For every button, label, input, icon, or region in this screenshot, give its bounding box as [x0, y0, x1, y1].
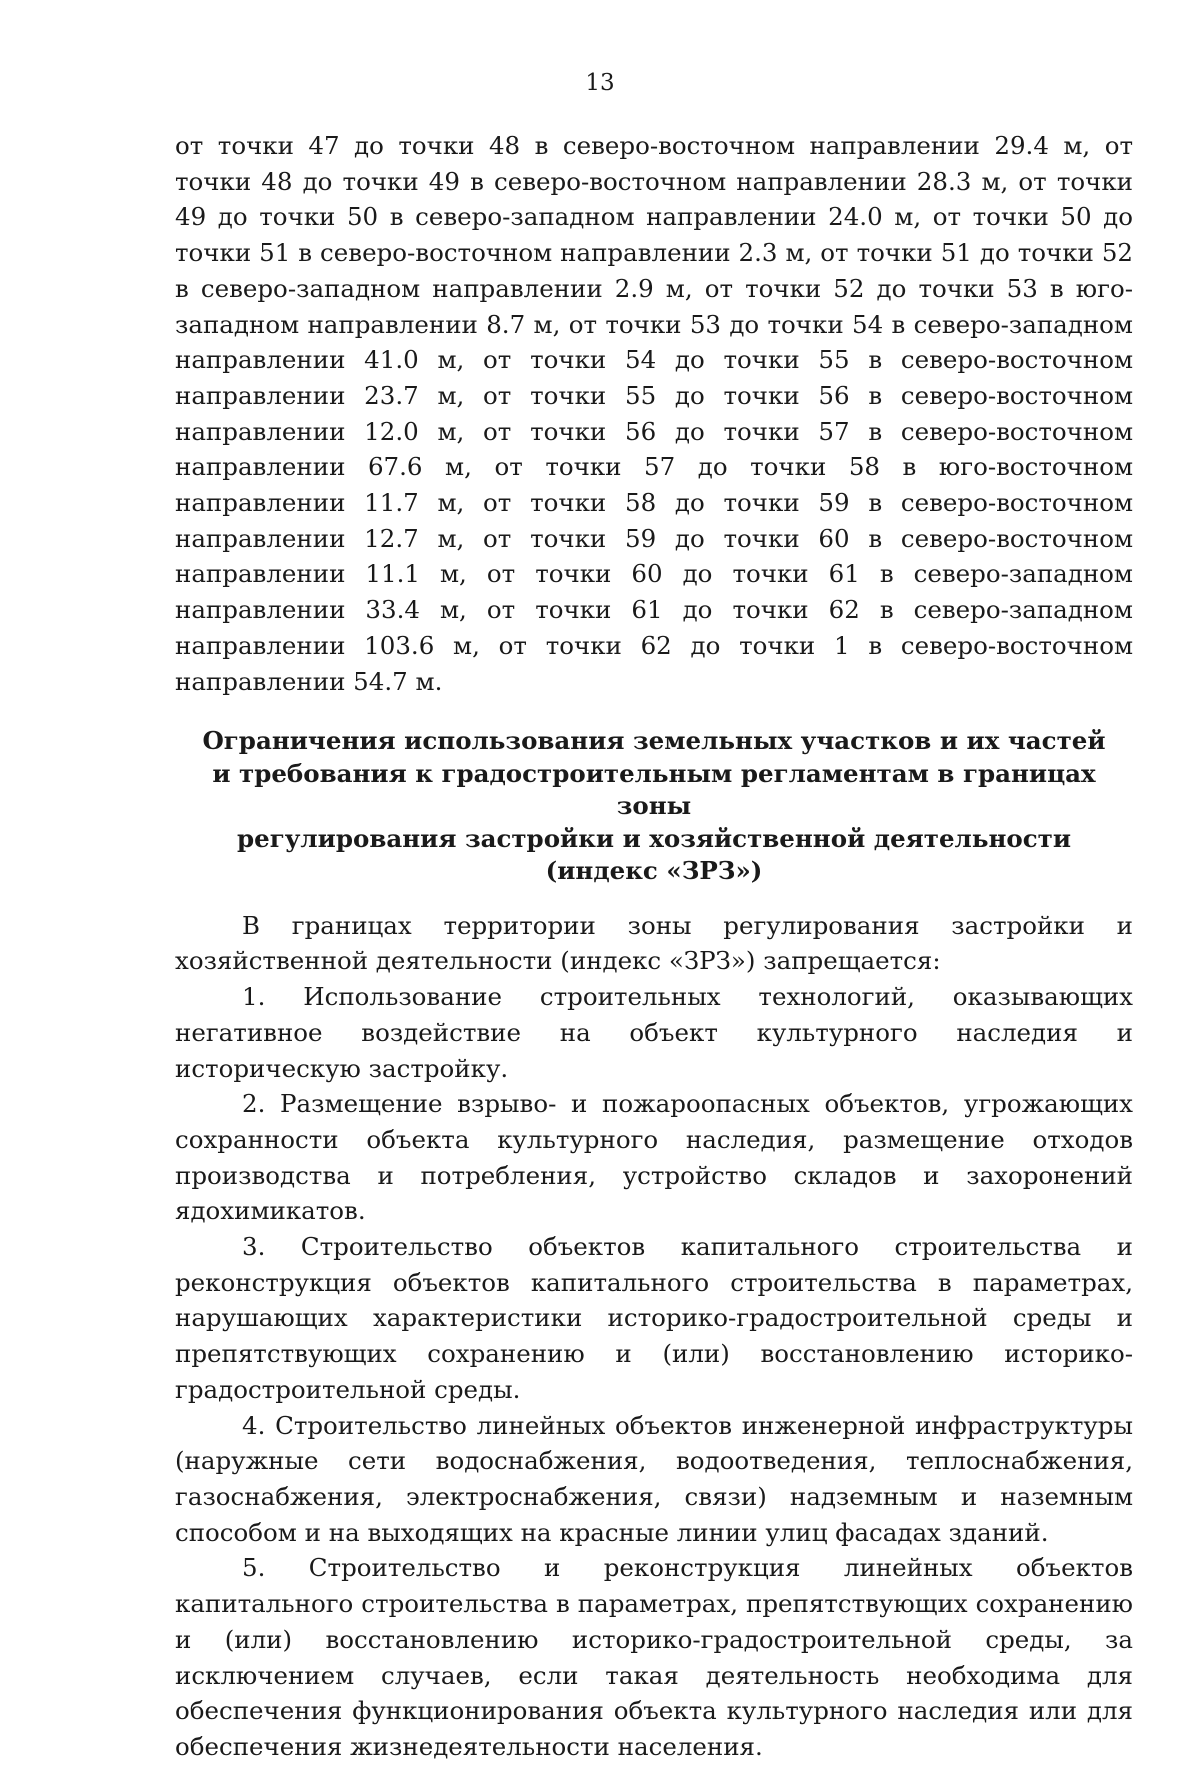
list-item: 1. Использование строительных технологий, оказывающих негативное воздействие на объект культурного наследия и историческую застройку.	[175, 982, 1133, 1083]
page-number: 13	[585, 70, 615, 96]
intro-paragraph: от точки 47 до точки 48 в северо-восточном направлении 29.4 м, от точки 48 до точки 49 в северо-восточном направлении 28.3 м, от точки 49 до точки 50 в северо-западном направлении 24.0 м, от точки 50 до точки 51 в северо-восточном направлении 2.3 м, от точки 51 до точки 52 в северо-западном направлении 2.9 м, от точки 52 до точки 53 в юго-западном направлении 8.7 м, от точки 53 до точки 54 в северо-западном направлении 41.0 м, от точки 54 до точки 55 в северо-восточном направлении 23.7 м, от точки 55 до точки 56 в северо-восточном направлении 12.0 м, от точки 56 до точки 57 в северо-восточном направлении 67.6 м, от точки 57 до точки 58 в юго-восточном направлении 11.7 м, от точки 58 до точки 59 в северо-восточном направлении 12.7 м, от точки 59 до точки 60 в северо-восточном направлении 11.1 м, от точки 60 до точки 61 в северо-западном направлении 33.4 м, от точки 61 до точки 62 в северо-западном направлении 103.6 м, от точки 62 до точки 1 в северо-восточном направлении 54.7 м.	[175, 131, 1133, 696]
section-heading	[175, 725, 1133, 888]
list-item: 5. Строительство и реконструкция линейных объектов капитального строительства в параметрах, препятствующих сохранению и (или) восстановлению историко-градостроительной среды, за исключением случаев, если такая деятельность необходима для обеспечения функционирования объекта культурного наследия или для обеспечения жизнедеятельности населения.	[175, 1553, 1133, 1761]
list-item: 2. Размещение взрыво- и пожароопасных объектов, угрожающих сохранности объекта культурного наследия, размещение отходов производства и потребления, устройство складов и захоронений ядохимикатов.	[175, 1089, 1133, 1226]
heading-line-1: Ограничения использования земельных участков и их частей	[202, 726, 1106, 756]
heading-line-4: (индекс «ЗРЗ»)	[545, 856, 763, 886]
document-body	[175, 128, 1133, 1765]
lead-paragraph: В границах территории зоны регулирования застройки и хозяйственной деятельности (индекс «ЗРЗ») запрещается:	[175, 910, 1133, 976]
list-item: 3. Строительство объектов капитального строительства и реконструкция объектов капитального строительства в параметрах, нарушающих характеристики историко-градостроительной среды и препятствующих сохранению и (или) восстановлению историко-градостроительной среды.	[175, 1232, 1133, 1404]
heading-line-3: регулирования застройки и хозяйственной деятельности	[236, 823, 1072, 853]
list-item: 4. Строительство линейных объектов инженерной инфраструктуры (наружные сети водоснабжения, водоотведения, теплоснабжения, газоснабжения, электроснабжения, связи) надземным и наземным способом и на выходящих на красные линии улиц фасадах зданий.	[175, 1410, 1133, 1547]
heading-line-2: и требования к градостроительным регламентам в границах зоны	[212, 758, 1096, 821]
